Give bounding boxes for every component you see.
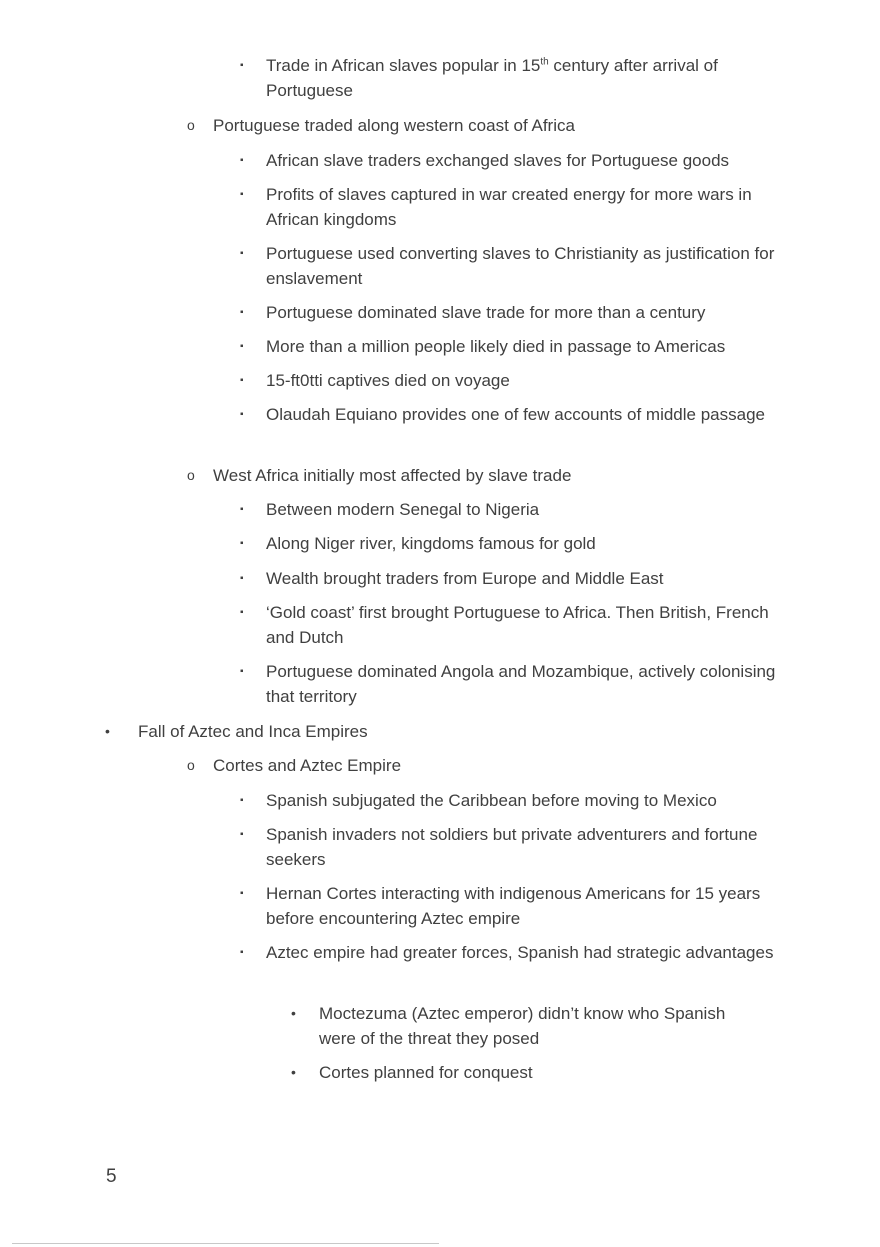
square-bullet-icon: ▪: [240, 341, 244, 352]
round-bullet-icon: •: [291, 1005, 296, 1021]
square-bullet-icon: ▪: [240, 375, 244, 386]
list-item-text: West Africa initially most affected by slave trade: [213, 466, 572, 485]
list-item-text: Spanish subjugated the Caribbean before moving to Mexico: [266, 791, 717, 810]
square-bullet-icon: ▪: [240, 888, 244, 899]
list-item-text: More than a million people likely died in passage to Americas: [266, 337, 726, 356]
list-item-text: Portuguese used converting slaves to Christianity as justification for enslavement: [266, 244, 775, 288]
superscript: th: [540, 56, 549, 68]
square-bullet-icon: ▪: [240, 829, 244, 840]
list-item-text: Moctezuma (Aztec emperor) didn’t know who Spanish were of the threat they posed: [319, 1004, 726, 1048]
round-bullet-icon: •: [105, 723, 110, 739]
circle-bullet-icon: o: [187, 467, 195, 483]
square-bullet-icon: ▪: [240, 666, 244, 677]
list-item-text: ‘Gold coast’ first brought Portuguese to Africa. Then British, French and Dutch: [266, 603, 769, 647]
list-item-text: Portuguese traded along western coast of Africa: [213, 116, 575, 135]
square-bullet-icon: ▪: [240, 795, 244, 806]
square-bullet-icon: ▪: [240, 504, 244, 515]
square-bullet-icon: ▪: [240, 307, 244, 318]
list-item-text: African slave traders exchanged slaves for Portuguese goods: [266, 151, 730, 170]
page-number: 5: [106, 1166, 117, 1187]
list-item-text: Portuguese dominated Angola and Mozambique, actively colonising that territory: [266, 662, 776, 706]
list-item-text: Wealth brought traders from Europe and Middle East: [266, 569, 664, 588]
circle-bullet-icon: o: [187, 757, 195, 773]
footnote-separator: [12, 1243, 439, 1244]
list-item-text: Between modern Senegal to Nigeria: [266, 500, 540, 519]
list-item-text: Aztec empire had greater forces, Spanish had strategic advantages: [266, 943, 774, 962]
square-bullet-icon: ▪: [240, 60, 244, 71]
square-bullet-icon: ▪: [240, 189, 244, 200]
square-bullet-icon: ▪: [240, 607, 244, 618]
list-item-text: Cortes and Aztec Empire: [213, 756, 402, 775]
text-before-superscript: Trade in African slaves popular in 15: [266, 56, 541, 75]
list-item-text: Cortes planned for conquest: [319, 1063, 533, 1082]
list-item-text: Portuguese dominated slave trade for more than a century: [266, 303, 706, 322]
list-item-text: Hernan Cortes interacting with indigenous Americans for 15 years before encountering Aztec empire: [266, 884, 761, 928]
list-item-text: Along Niger river, kingdoms famous for gold: [266, 534, 596, 553]
list-item-text: Olaudah Equiano provides one of few accounts of middle passage: [266, 405, 765, 424]
square-bullet-icon: ▪: [240, 573, 244, 584]
round-bullet-icon: •: [291, 1064, 296, 1080]
square-bullet-icon: ▪: [240, 538, 244, 549]
text-after-superscript: century after arrival of Portuguese: [266, 56, 718, 100]
list-item-text: Fall of Aztec and Inca Empires: [138, 722, 368, 741]
list-item-text: 15-ft0tti captives died on voyage: [266, 371, 510, 390]
list-item-text: Spanish invaders not soldiers but private adventurers and fortune seekers: [266, 825, 758, 869]
list-item-text: Profits of slaves captured in war created energy for more wars in African kingdoms: [266, 185, 752, 229]
square-bullet-icon: ▪: [240, 248, 244, 259]
square-bullet-icon: ▪: [240, 947, 244, 958]
square-bullet-icon: ▪: [240, 409, 244, 420]
circle-bullet-icon: o: [187, 117, 195, 133]
list-item-text: [266, 53, 776, 103]
square-bullet-icon: ▪: [240, 155, 244, 166]
